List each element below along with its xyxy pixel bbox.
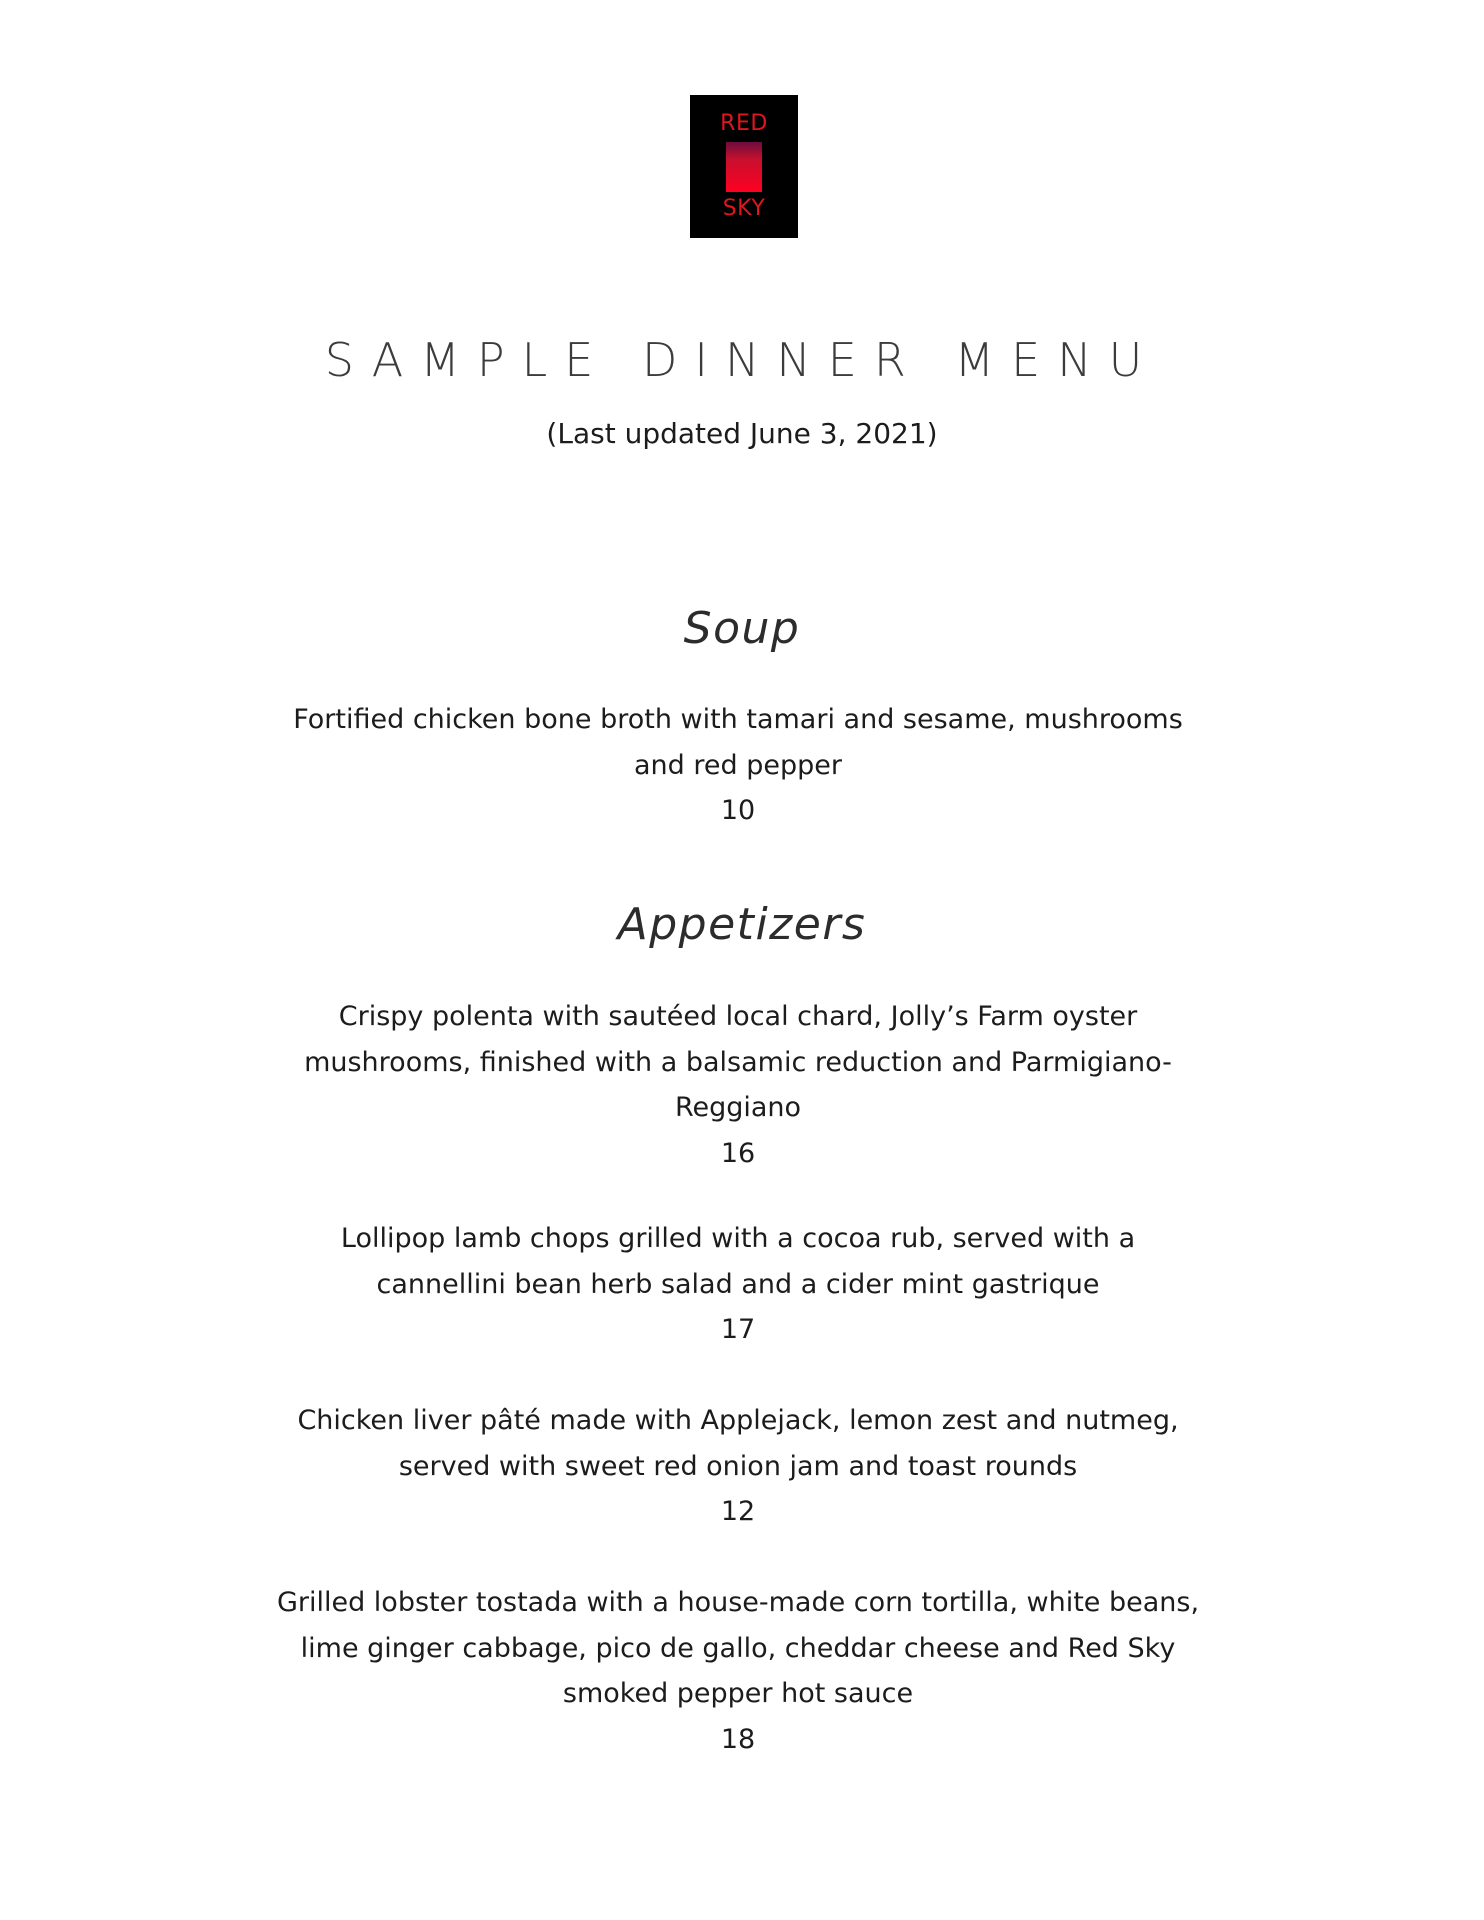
menu-item-price: 18 [720,1723,756,1755]
logo-sun-block [726,142,762,192]
menu-item-description: Crispy polenta with sautéed local chard, Jolly’s Farm oyster mushrooms, finished with a balsamic reduction and Parmigiano-Reggiano [304,1001,1172,1123]
page-title: SAMPLE DINNER MENU [324,333,1160,387]
menu-item-price: 16 [720,1137,756,1169]
menu-item-bone-broth [272,697,1204,834]
last-updated-note: (Last updated June 3, 2021) [546,417,938,450]
section-heading-appetizers: Appetizers [617,899,867,950]
logo-word-top: RED [720,111,768,136]
menu-item-description: Chicken liver pâté made with Applejack, lemon zest and nutmeg, served with sweet red onion jam and toast rounds [297,1405,1179,1482]
logo-word-bottom: SKY [722,196,766,221]
menu-item-description: Fortified chicken bone broth with tamari and sesame, mushrooms and red pepper [293,704,1183,781]
red-sky-logo [690,95,798,238]
menu-item-crispy-polenta [272,994,1204,1176]
menu-item-lobster-tostada [272,1580,1204,1762]
menu-item-price: 12 [720,1496,756,1527]
section-heading-soup: Soup [683,603,801,654]
menu-item-price: 10 [720,795,756,826]
menu-item-chicken-liver-pate [272,1398,1204,1535]
menu-item-lamb-chops [272,1216,1204,1353]
menu-item-price: 17 [720,1314,756,1345]
menu-item-description: Grilled lobster tostada with a house-made corn tortilla, white beans, lime ginger cabbage, pico de gallo, cheddar cheese and Red Sky smoked pepper hot sauce [276,1587,1200,1709]
menu-item-description: Lollipop lamb chops grilled with a cocoa rub, served with a cannellini bean herb salad and a cider mint gastrique [340,1223,1136,1300]
